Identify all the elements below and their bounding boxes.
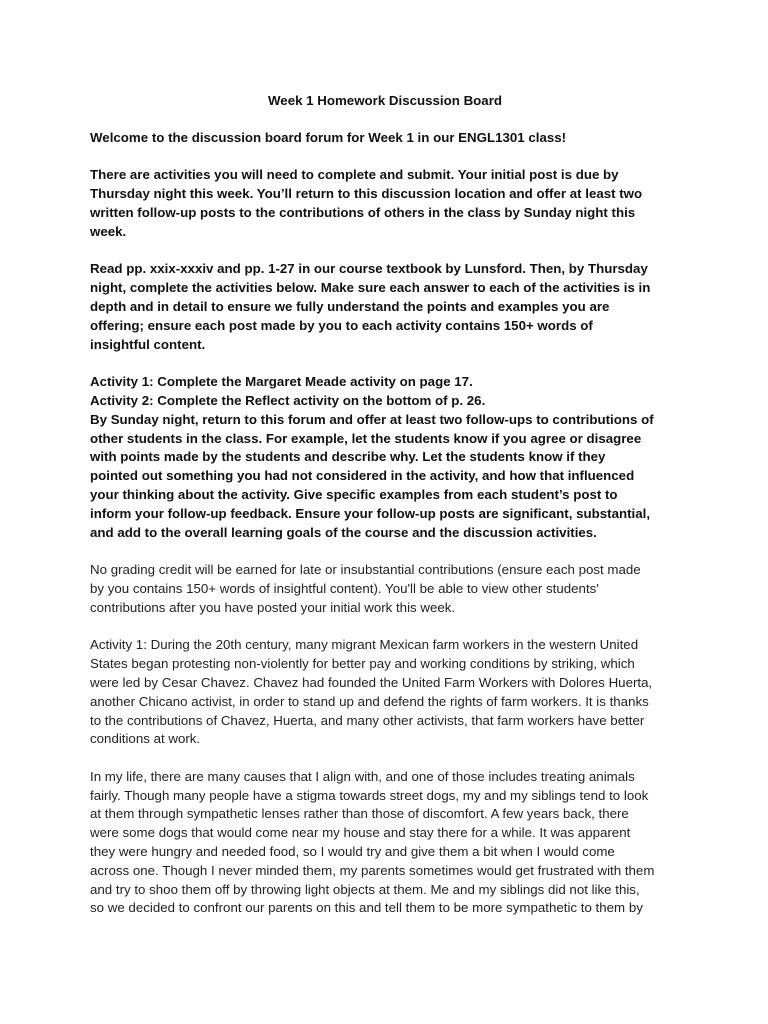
- follow-up-line: inform your follow-up feedback. Ensure your follow-up posts are significant, substantial,: [90, 505, 651, 521]
- response-line: were led by Cesar Chavez. Chavez had founded the United Farm Workers with Dolores Huerta,: [90, 674, 653, 690]
- follow-up-line: other students in the class. For example, let the students know if you agree or disagree: [90, 430, 642, 446]
- reading-line: insightful content.: [90, 336, 206, 352]
- activity-1-response: [90, 636, 680, 749]
- intro-line: week.: [90, 223, 127, 239]
- essay-line: so we decided to confront our parents on this and tell them to be more sympathetic to them by: [90, 900, 643, 916]
- activity-1-instruction: Activity 1: Complete the Margaret Meade activity on page 17.: [90, 374, 473, 390]
- follow-up-line: pointed out something you had not considered in the activity, and how that influenced: [90, 468, 635, 484]
- document-page: [90, 92, 680, 937]
- essay-line: at them through sympathetic lenses rather than those of discomfort. A few years back, there: [90, 806, 629, 822]
- reading-line: offering; ensure each post made by you to each activity contains 150+ words of: [90, 317, 593, 333]
- reading-line: night, complete the activities below. Make sure each answer to each of the activities is in: [90, 280, 651, 296]
- welcome-paragraph: [90, 129, 680, 148]
- reading-line: Read pp. xxix-xxxiv and pp. 1-27 in our course textbook by Lunsford. Then, by Thursday: [90, 261, 648, 277]
- essay-paragraph: [90, 768, 680, 918]
- intro-paragraph: [90, 166, 680, 241]
- activities-paragraph: [90, 373, 680, 542]
- intro-line: written follow-up posts to the contributions of others in the class by Sunday night this: [90, 204, 636, 220]
- essay-line: fairly. Though many people have a stigma towards street dogs, my and my siblings tend to look: [90, 787, 649, 803]
- response-line: to the contributions of Chavez, Huerta, and many other activists, that farm workers have better: [90, 712, 645, 728]
- essay-line: they were hungry and needed food, so I would try and give them a bit when I would come: [90, 844, 615, 860]
- follow-up-line: your thinking about the activity. Give specific examples from each student’s post to: [90, 486, 618, 502]
- intro-line: Thursday night this week. You’ll return to this discussion location and offer at least two: [90, 186, 643, 202]
- essay-line: were some dogs that would come near my house and stay there for a while. It was apparent: [90, 825, 631, 841]
- response-line: Activity 1: During the 20th century, many migrant Mexican farm workers in the western United: [90, 637, 639, 653]
- reading-paragraph: [90, 260, 680, 354]
- reading-line: depth and in detail to ensure we fully understand the points and examples you are: [90, 298, 610, 314]
- grading-line: No grading credit will be earned for late or insubstantial contributions (ensure each post made: [90, 562, 641, 578]
- response-line: conditions at work.: [90, 731, 201, 747]
- follow-up-line: and add to the overall learning goals of the course and the discussion activities.: [90, 524, 597, 540]
- activity-2-instruction: Activity 2: Complete the Reflect activity on the bottom of p. 26.: [90, 392, 486, 408]
- grading-line: contributions after you have posted your initial work this week.: [90, 599, 456, 615]
- grading-line: by you contains 150+ words of insightful content). You'll be able to view other students': [90, 580, 599, 596]
- essay-line: across one. Though I never minded them, my parents sometimes would get frustrated with them: [90, 862, 655, 878]
- welcome-line: Welcome to the discussion board forum for Week 1 in our ENGL1301 class!: [90, 129, 567, 145]
- essay-line: and try to shoo them off by throwing light objects at them. Me and my siblings did not like this,: [90, 881, 640, 897]
- intro-line: There are activities you will need to complete and submit. Your initial post is due by: [90, 167, 619, 183]
- response-line: States began protesting non-violently for better pay and working conditions by striking, which: [90, 656, 635, 672]
- follow-up-line: By Sunday night, return to this forum and offer at least two follow-ups to contributions of: [90, 411, 654, 427]
- response-line: another Chicano activist, in order to stand up and defend the rights of farm workers. It is thanks: [90, 693, 649, 709]
- essay-line: In my life, there are many causes that I align with, and one of those includes treating animals: [90, 768, 635, 784]
- follow-up-line: with points made by the students and describe why. Let the students know if they: [90, 449, 606, 465]
- document-title: Week 1 Homework Discussion Board: [267, 93, 502, 108]
- grading-paragraph: [90, 561, 680, 617]
